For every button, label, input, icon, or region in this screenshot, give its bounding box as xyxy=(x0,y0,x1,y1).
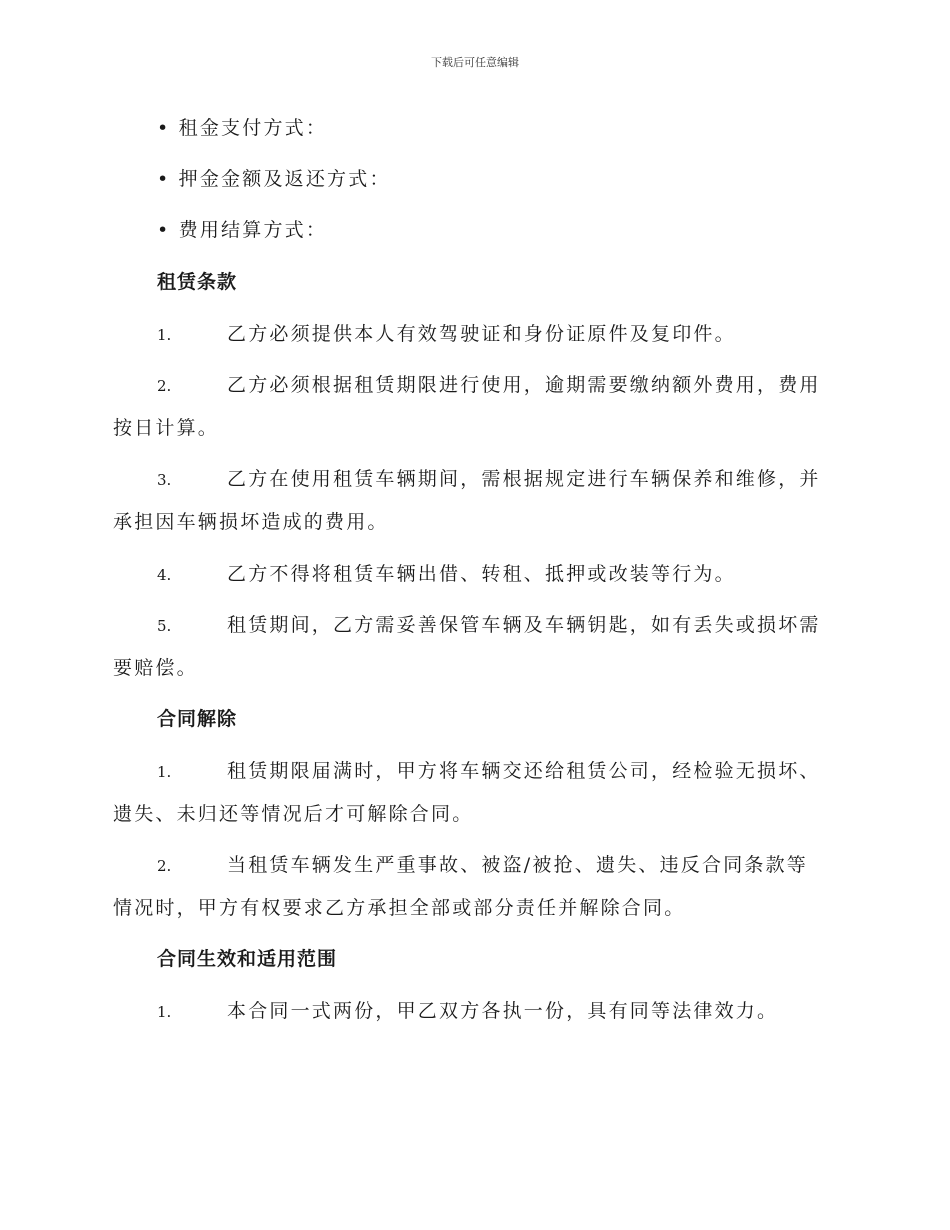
section-heading-effectiveness: 合同生效和适用范围 xyxy=(157,948,338,970)
clause-number: 1. xyxy=(157,326,172,344)
bullet-deposit: • 押金金额及返还方式： xyxy=(157,168,391,190)
clause-text: 当租赁车辆发生严重事故、被盗/被抢、遗失、违反合同条款等 xyxy=(227,854,809,876)
clause-text: 租赁期限届满时，甲方将车辆交还给租赁公司，经检验无损坏、 xyxy=(227,760,821,782)
clause-number: 2. xyxy=(157,857,172,875)
clause-text: 租赁期间，乙方需妥善保管车辆及车辆钥匙，如有丢失或损坏需 xyxy=(227,614,821,636)
clause-number: 5. xyxy=(157,617,172,635)
clause-text-continued: 按日计算。 xyxy=(113,417,220,439)
clause-number: 3. xyxy=(157,471,172,489)
clause-number: 2. xyxy=(157,377,172,395)
clause-text-continued: 承担因车辆损坏造成的费用。 xyxy=(113,511,389,533)
clause-text: 乙方在使用租赁车辆期间，需根据规定进行车辆保养和维修，并 xyxy=(227,468,821,490)
clause-number: 1. xyxy=(157,1003,172,1021)
clause-text: 乙方不得将租赁车辆出借、转租、抵押或改装等行为。 xyxy=(227,563,736,585)
section-heading-termination: 合同解除 xyxy=(157,708,238,730)
clause-number: 4. xyxy=(157,566,172,584)
section-heading-lease-terms: 租赁条款 xyxy=(157,271,238,293)
clause-text: 本合同一式两份，甲乙双方各执一份，具有同等法律效力。 xyxy=(227,1000,779,1022)
page-header-note: 下载后可任意编辑 xyxy=(431,56,519,69)
clause-text: 乙方必须根据租赁期限进行使用，逾期需要缴纳额外费用，费用 xyxy=(227,374,821,396)
bullet-rent-payment: • 租金支付方式： xyxy=(157,117,328,139)
clause-text: 乙方必须提供本人有效驾驶证和身份证原件及复印件。 xyxy=(227,323,736,345)
clause-text-continued: 情况时，甲方有权要求乙方承担全部或部分责任并解除合同。 xyxy=(113,897,686,919)
clause-text-continued: 要赔偿。 xyxy=(113,657,198,679)
clause-number: 1. xyxy=(157,763,172,781)
clause-text-continued: 遗失、未归还等情况后才可解除合同。 xyxy=(113,803,474,825)
bullet-settlement: • 费用结算方式： xyxy=(157,219,328,241)
